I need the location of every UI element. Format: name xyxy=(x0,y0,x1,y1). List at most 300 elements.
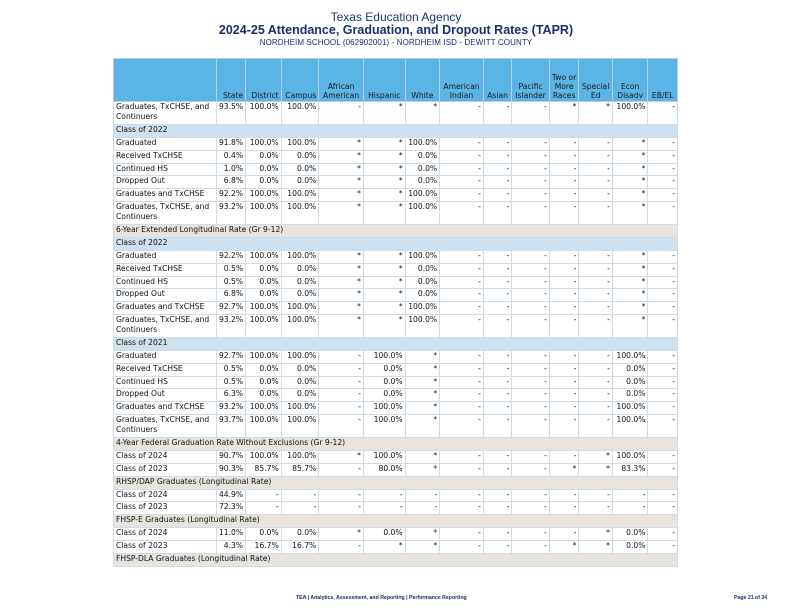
table-cell: - xyxy=(549,189,578,202)
row-label: Received TxCHSE xyxy=(114,150,217,163)
table-cell: * xyxy=(405,389,440,402)
table-cell: 100.0% xyxy=(281,314,319,337)
table-cell: 0.0% xyxy=(612,540,648,553)
table-cell: 100.0% xyxy=(281,414,319,437)
table-cell: - xyxy=(579,201,613,224)
row-label: Graduates and TxCHSE xyxy=(114,302,217,315)
table-cell: - xyxy=(319,350,364,363)
table-cell: - xyxy=(440,376,484,389)
table-cell: - xyxy=(648,463,678,476)
table-cell: - xyxy=(549,276,578,289)
table-cell: 0.0% xyxy=(246,263,282,276)
report-title: 2024-25 Attendance, Graduation, and Dropout Rates (TAPR) xyxy=(218,23,574,37)
table-cell: - xyxy=(512,163,550,176)
table-cell: - xyxy=(512,138,550,151)
table-cell: 80.0% xyxy=(363,463,405,476)
table-cell: - xyxy=(483,276,511,289)
table-cell: - xyxy=(512,402,550,415)
table-cell: - xyxy=(363,502,405,515)
table-cell: 0.0% xyxy=(281,389,319,402)
table-cell: * xyxy=(363,102,405,125)
table-cell: - xyxy=(440,402,484,415)
table-cell: * xyxy=(363,189,405,202)
table-header-row xyxy=(114,59,678,102)
row-label: Continued HS xyxy=(114,163,217,176)
table-cell: - xyxy=(579,276,613,289)
table-cell: - xyxy=(319,102,364,125)
table-cell: * xyxy=(579,528,613,541)
table-cell: * xyxy=(319,150,364,163)
table-cell: - xyxy=(648,201,678,224)
table-cell: - xyxy=(512,250,550,263)
table-cell: - xyxy=(281,502,319,515)
table-cell: * xyxy=(612,150,648,163)
table-cell: 93.2% xyxy=(216,314,245,337)
table-cell: - xyxy=(483,150,511,163)
table-cell: - xyxy=(512,176,550,189)
table-cell: - xyxy=(319,540,364,553)
table-cell: - xyxy=(579,189,613,202)
table-cell: 90.3% xyxy=(216,463,245,476)
table-cell: - xyxy=(405,489,440,502)
table-cell: - xyxy=(440,389,484,402)
row-label: Continued HS xyxy=(114,276,217,289)
table-cell: 0.0% xyxy=(281,176,319,189)
section-header-row xyxy=(114,224,678,237)
row-label: Graduates, TxCHSE, and Continuers xyxy=(114,314,217,337)
table-cell: 100.0% xyxy=(246,402,282,415)
table-row xyxy=(114,289,678,302)
row-label: Class of 2024 xyxy=(114,450,217,463)
table-cell: 0.0% xyxy=(281,263,319,276)
table-cell: 100.0% xyxy=(246,250,282,263)
table-row xyxy=(114,314,678,337)
table-cell: * xyxy=(405,463,440,476)
table-row xyxy=(114,150,678,163)
table-cell: - xyxy=(440,502,484,515)
table-cell: * xyxy=(363,250,405,263)
table-cell: 100.0% xyxy=(363,450,405,463)
table-cell: - xyxy=(440,302,484,315)
column-header: Campus xyxy=(281,59,319,102)
table-cell: - xyxy=(648,376,678,389)
table-cell: - xyxy=(440,163,484,176)
table-cell: * xyxy=(612,176,648,189)
table-cell: - xyxy=(281,489,319,502)
table-cell: 100.0% xyxy=(246,350,282,363)
table-cell: - xyxy=(648,302,678,315)
table-cell: - xyxy=(440,102,484,125)
table-cell: 16.7% xyxy=(281,540,319,553)
table-cell: * xyxy=(405,528,440,541)
table-cell: 93.7% xyxy=(216,414,245,437)
table-cell: - xyxy=(549,389,578,402)
section-header-row xyxy=(114,437,678,450)
table-cell: * xyxy=(363,263,405,276)
table-cell: - xyxy=(440,150,484,163)
table-cell: 0.0% xyxy=(246,363,282,376)
table-cell: * xyxy=(405,414,440,437)
table-cell: - xyxy=(483,414,511,437)
table-cell: * xyxy=(612,276,648,289)
table-cell: - xyxy=(512,263,550,276)
column-header: District xyxy=(246,59,282,102)
table-cell: - xyxy=(549,176,578,189)
table-row xyxy=(114,276,678,289)
table-cell: 85.7% xyxy=(281,463,319,476)
table-cell: - xyxy=(512,350,550,363)
table-cell: - xyxy=(440,540,484,553)
table-cell: - xyxy=(579,263,613,276)
table-cell: - xyxy=(579,150,613,163)
table-cell: * xyxy=(319,138,364,151)
table-cell: 0.0% xyxy=(405,150,440,163)
table-cell: - xyxy=(549,363,578,376)
table-cell: - xyxy=(483,502,511,515)
group-label: Class of 2022 xyxy=(114,125,678,138)
table-body xyxy=(114,102,678,567)
table-cell: - xyxy=(440,276,484,289)
table-cell: - xyxy=(579,376,613,389)
table-cell: - xyxy=(648,102,678,125)
table-row xyxy=(114,363,678,376)
table-cell: - xyxy=(549,402,578,415)
row-label: Class of 2023 xyxy=(114,502,217,515)
column-header: State xyxy=(216,59,245,102)
table-cell: - xyxy=(549,263,578,276)
table-cell: - xyxy=(440,263,484,276)
table-row xyxy=(114,302,678,315)
table-cell: * xyxy=(405,350,440,363)
table-cell: - xyxy=(440,189,484,202)
table-cell: 100.0% xyxy=(281,302,319,315)
table-cell: 0.0% xyxy=(405,263,440,276)
table-cell: - xyxy=(549,314,578,337)
table-cell: * xyxy=(319,302,364,315)
table-cell: - xyxy=(579,302,613,315)
table-cell: - xyxy=(405,502,440,515)
table-cell: - xyxy=(612,489,648,502)
table-cell: - xyxy=(648,314,678,337)
table-cell: * xyxy=(405,402,440,415)
table-cell: 0.0% xyxy=(281,528,319,541)
table-cell: 11.0% xyxy=(216,528,245,541)
table-cell: 0.0% xyxy=(612,389,648,402)
table-cell: 100.0% xyxy=(246,138,282,151)
table-cell: - xyxy=(319,402,364,415)
row-label: Graduated xyxy=(114,350,217,363)
table-cell: - xyxy=(440,450,484,463)
table-row xyxy=(114,489,678,502)
table-cell: * xyxy=(612,314,648,337)
table-cell: - xyxy=(549,528,578,541)
table-cell: - xyxy=(512,314,550,337)
table-cell: * xyxy=(612,138,648,151)
table-cell: 0.0% xyxy=(246,528,282,541)
table-cell: - xyxy=(579,402,613,415)
table-cell: - xyxy=(579,363,613,376)
table-cell: - xyxy=(483,102,511,125)
table-cell: - xyxy=(483,201,511,224)
row-label: Class of 2024 xyxy=(114,528,217,541)
table-cell: 100.0% xyxy=(612,402,648,415)
section-header-row xyxy=(114,515,678,528)
table-cell: 0.0% xyxy=(612,376,648,389)
table-cell: 100.0% xyxy=(281,102,319,125)
table-cell: 0.0% xyxy=(363,376,405,389)
table-cell: 0.5% xyxy=(216,376,245,389)
table-row xyxy=(114,350,678,363)
table-cell: - xyxy=(512,389,550,402)
row-label: Graduates and TxCHSE xyxy=(114,189,217,202)
table-cell: - xyxy=(549,289,578,302)
table-cell: 0.0% xyxy=(246,150,282,163)
table-cell: - xyxy=(579,414,613,437)
table-cell: 0.0% xyxy=(246,176,282,189)
row-label: Class of 2023 xyxy=(114,463,217,476)
table-cell: - xyxy=(648,528,678,541)
table-cell: - xyxy=(483,450,511,463)
table-cell: - xyxy=(483,138,511,151)
table-cell: * xyxy=(363,302,405,315)
table-cell: - xyxy=(512,302,550,315)
table-cell: - xyxy=(512,489,550,502)
footer-credit: TEA | Analytics, Assessment, and Reporting | Performance Reporting xyxy=(296,595,467,601)
table-cell: 100.0% xyxy=(612,102,648,125)
table-cell: - xyxy=(483,463,511,476)
table-cell: 0.0% xyxy=(363,389,405,402)
table-cell: 6.8% xyxy=(216,176,245,189)
table-cell: - xyxy=(648,138,678,151)
table-cell: 0.5% xyxy=(216,276,245,289)
table-cell: * xyxy=(549,463,578,476)
table-cell: - xyxy=(319,376,364,389)
table-cell: 100.0% xyxy=(405,201,440,224)
table-cell: - xyxy=(579,250,613,263)
table-cell: 100.0% xyxy=(612,350,648,363)
table-cell: 100.0% xyxy=(405,250,440,263)
table-cell: - xyxy=(512,414,550,437)
table-cell: - xyxy=(579,489,613,502)
table-cell: 100.0% xyxy=(246,414,282,437)
table-row xyxy=(114,402,678,415)
column-header: EB/EL xyxy=(648,59,678,102)
table-cell: * xyxy=(319,450,364,463)
table-cell: - xyxy=(612,502,648,515)
table-cell: * xyxy=(363,289,405,302)
table-cell: - xyxy=(483,402,511,415)
table-cell: 100.0% xyxy=(405,138,440,151)
table-cell: - xyxy=(319,414,364,437)
table-cell: 0.0% xyxy=(246,376,282,389)
table-cell: 0.0% xyxy=(405,289,440,302)
table-cell: * xyxy=(319,176,364,189)
table-cell: * xyxy=(405,376,440,389)
table-cell: 100.0% xyxy=(363,350,405,363)
table-cell: * xyxy=(579,540,613,553)
table-cell: - xyxy=(319,489,364,502)
table-cell: * xyxy=(319,289,364,302)
table-cell: 92.2% xyxy=(216,250,245,263)
table-cell: 0.5% xyxy=(216,263,245,276)
table-cell: - xyxy=(483,289,511,302)
table-cell: - xyxy=(648,263,678,276)
table-cell: 83.3% xyxy=(612,463,648,476)
table-cell: - xyxy=(512,363,550,376)
row-label: Continued HS xyxy=(114,376,217,389)
table-cell: 100.0% xyxy=(246,102,282,125)
row-label: Graduates and TxCHSE xyxy=(114,402,217,415)
table-row xyxy=(114,463,678,476)
column-header: Two or More Races xyxy=(549,59,578,102)
table-cell: 93.5% xyxy=(216,102,245,125)
table-cell: * xyxy=(579,450,613,463)
table-cell: - xyxy=(512,450,550,463)
table-cell: - xyxy=(483,302,511,315)
table-cell: * xyxy=(612,189,648,202)
table-cell: - xyxy=(440,528,484,541)
table-cell: - xyxy=(549,376,578,389)
table-row xyxy=(114,389,678,402)
table-cell: 0.0% xyxy=(363,363,405,376)
table-cell: 91.8% xyxy=(216,138,245,151)
table-cell: * xyxy=(612,263,648,276)
table-cell: - xyxy=(483,540,511,553)
row-label: Graduated xyxy=(114,138,217,151)
table-cell: - xyxy=(648,363,678,376)
table-cell: 0.4% xyxy=(216,150,245,163)
table-cell: - xyxy=(549,163,578,176)
table-cell: - xyxy=(549,502,578,515)
table-cell: * xyxy=(363,314,405,337)
table-cell: * xyxy=(319,528,364,541)
table-cell: - xyxy=(579,289,613,302)
table-cell: 100.0% xyxy=(281,350,319,363)
column-header: Asian xyxy=(483,59,511,102)
table-cell: 0.0% xyxy=(281,376,319,389)
table-cell: - xyxy=(579,502,613,515)
table-cell: - xyxy=(549,201,578,224)
table-cell: - xyxy=(512,189,550,202)
table-cell: 0.0% xyxy=(246,389,282,402)
row-label: Graduates, TxCHSE, and Continuers xyxy=(114,201,217,224)
table-cell: * xyxy=(612,302,648,315)
table-cell: - xyxy=(440,138,484,151)
section-header-row xyxy=(114,476,678,489)
table-cell: - xyxy=(246,502,282,515)
section-header-row xyxy=(114,553,678,566)
table-cell: 100.0% xyxy=(281,450,319,463)
table-cell: 0.0% xyxy=(363,528,405,541)
table-cell: 92.2% xyxy=(216,189,245,202)
table-row xyxy=(114,450,678,463)
column-header-label xyxy=(114,59,217,102)
table-cell: - xyxy=(579,163,613,176)
row-label: Dropped Out xyxy=(114,289,217,302)
table-cell: * xyxy=(612,250,648,263)
table-cell: - xyxy=(512,289,550,302)
table-cell: - xyxy=(440,314,484,337)
table-cell: 0.0% xyxy=(281,289,319,302)
table-cell: - xyxy=(512,150,550,163)
table-cell: 100.0% xyxy=(246,189,282,202)
table-row xyxy=(114,250,678,263)
table-cell: - xyxy=(648,150,678,163)
report-subtitle: NORDHEIM SCHOOL (062902001) - NORDHEIM ISD - DEWITT COUNTY xyxy=(259,38,533,47)
table-cell: - xyxy=(440,176,484,189)
table-row xyxy=(114,176,678,189)
table-cell: - xyxy=(440,350,484,363)
table-cell: - xyxy=(440,250,484,263)
table-cell: - xyxy=(579,389,613,402)
table-cell: 0.0% xyxy=(405,176,440,189)
table-cell: - xyxy=(512,102,550,125)
table-cell: - xyxy=(319,463,364,476)
group-label: Class of 2021 xyxy=(114,337,678,350)
table-cell: 0.0% xyxy=(281,276,319,289)
table-cell: 100.0% xyxy=(281,402,319,415)
table-cell: - xyxy=(648,402,678,415)
table-cell: - xyxy=(483,189,511,202)
table-cell: 0.0% xyxy=(281,163,319,176)
table-cell: 100.0% xyxy=(405,189,440,202)
table-cell: - xyxy=(549,250,578,263)
table-cell: 100.0% xyxy=(281,138,319,151)
row-label: Class of 2024 xyxy=(114,489,217,502)
table-cell: - xyxy=(648,350,678,363)
table-cell: 0.0% xyxy=(246,276,282,289)
agency-name: Texas Education Agency xyxy=(330,10,462,24)
table-cell: - xyxy=(483,314,511,337)
table-cell: - xyxy=(440,414,484,437)
table-cell: - xyxy=(549,138,578,151)
table-cell: * xyxy=(319,189,364,202)
table-cell: - xyxy=(483,250,511,263)
table-cell: 100.0% xyxy=(246,314,282,337)
table-cell: - xyxy=(579,176,613,189)
rates-table xyxy=(113,58,678,567)
table-cell: * xyxy=(319,314,364,337)
table-cell: * xyxy=(363,201,405,224)
table-cell: 0.0% xyxy=(246,289,282,302)
table-cell: * xyxy=(405,540,440,553)
table-cell: - xyxy=(579,138,613,151)
table-cell: - xyxy=(483,363,511,376)
table-cell: * xyxy=(363,150,405,163)
table-cell: * xyxy=(363,163,405,176)
table-cell: 92.7% xyxy=(216,302,245,315)
table-cell: 0.0% xyxy=(281,150,319,163)
table-cell: - xyxy=(648,189,678,202)
table-cell: * xyxy=(612,289,648,302)
column-header: Hispanic xyxy=(363,59,405,102)
table-cell: * xyxy=(579,463,613,476)
table-cell: - xyxy=(483,376,511,389)
table-cell: - xyxy=(512,201,550,224)
page-number: Page 21 of 34 xyxy=(734,595,768,601)
table-cell: * xyxy=(405,450,440,463)
table-cell: * xyxy=(405,363,440,376)
table-cell: * xyxy=(405,102,440,125)
table-cell: 6.3% xyxy=(216,389,245,402)
table-row xyxy=(114,540,678,553)
table-cell: 0.0% xyxy=(281,363,319,376)
table-cell: - xyxy=(440,363,484,376)
table-row xyxy=(114,528,678,541)
group-header-row xyxy=(114,237,678,250)
table-cell: 0.0% xyxy=(612,363,648,376)
table-cell: - xyxy=(363,489,405,502)
